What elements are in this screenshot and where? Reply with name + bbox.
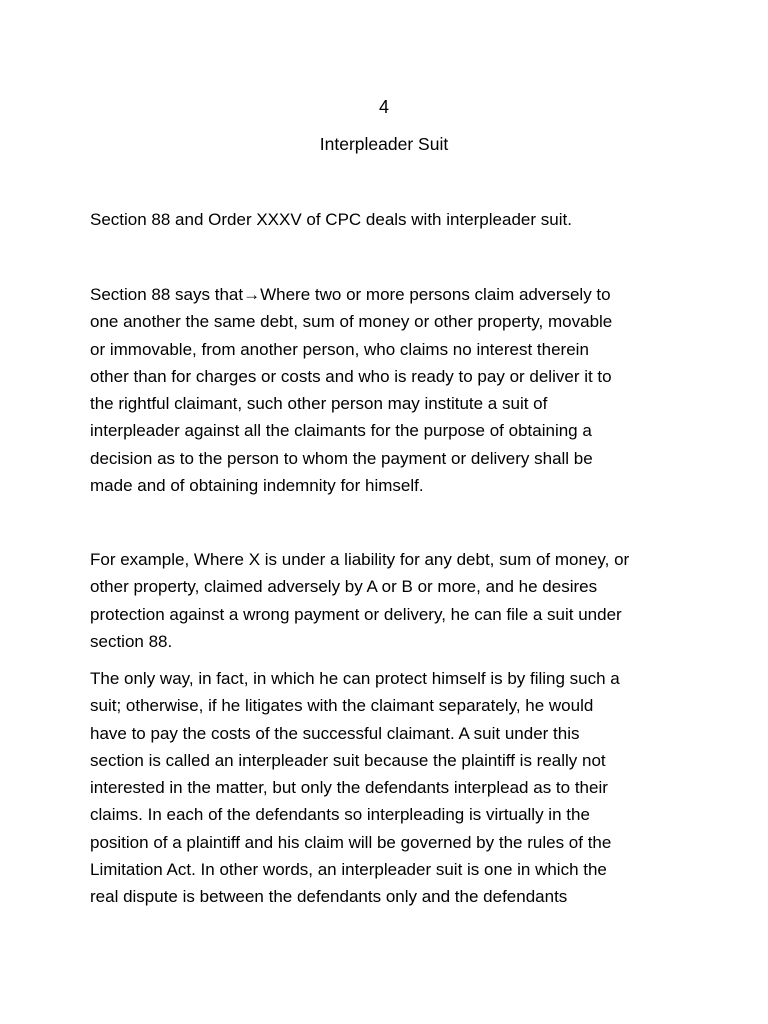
paragraph-line: The only way, in fact, in which he can protect himself is by filing such a	[90, 669, 620, 688]
paragraph-line: have to pay the costs of the successful claimant. A suit under this	[90, 723, 580, 743]
paragraph-line: other property, claimed adversely by A or B or more, and he desires	[90, 577, 598, 597]
page-title: Interpleader Suit	[319, 134, 449, 154]
page-number: 4	[378, 97, 389, 117]
paragraph-line: For example, Where X is under a liability for any debt, sum of money, or	[90, 550, 630, 569]
paragraph-line: protection against a wrong payment or delivery, he can file a suit under	[90, 604, 622, 624]
paragraph-line: Section 88 says that→Where two or more persons claim adversely to	[90, 285, 611, 304]
paragraph-protection	[90, 665, 690, 911]
paragraph-line: one another the same debt, sum of money or other property, movable	[90, 312, 613, 332]
paragraph-line: position of a plaintiff and his claim will be governed by the rules of the	[90, 832, 612, 852]
paragraph-line: other than for charges or costs and who is ready to pay or deliver it to	[90, 366, 612, 386]
paragraph-line: Limitation Act. In other words, an interpleader suit is one in which the	[90, 860, 607, 880]
paragraph-line: claims. In each of the defendants so interpleading is virtually in the	[90, 805, 590, 825]
paragraph-section-88	[90, 281, 690, 499]
paragraph-line: section is called an interpleader suit because the plaintiff is really not	[90, 750, 606, 770]
paragraph-line: interested in the matter, but only the defendants interplead as to their	[90, 778, 608, 798]
paragraph-example	[90, 546, 690, 655]
paragraph-line: or immovable, from another person, who claims no interest therein	[90, 339, 589, 359]
paragraph-line: real dispute is between the defendants only and the defendants	[90, 887, 568, 907]
paragraph-line: Section 88 and Order XXXV of CPC deals with interpleader suit.	[90, 210, 572, 229]
paragraph-line: interpleader against all the claimants for the purpose of obtaining a	[90, 421, 592, 441]
paragraph-line: made and of obtaining indemnity for himself.	[90, 476, 424, 496]
paragraph-line: suit; otherwise, if he litigates with the claimant separately, he would	[90, 696, 594, 716]
paragraph-line: section 88.	[90, 631, 173, 651]
paragraph-intro	[90, 206, 690, 233]
paragraph-line: decision as to the person to whom the payment or delivery shall be	[90, 448, 593, 468]
paragraph-line: the rightful claimant, such other person may institute a suit of	[90, 394, 548, 414]
